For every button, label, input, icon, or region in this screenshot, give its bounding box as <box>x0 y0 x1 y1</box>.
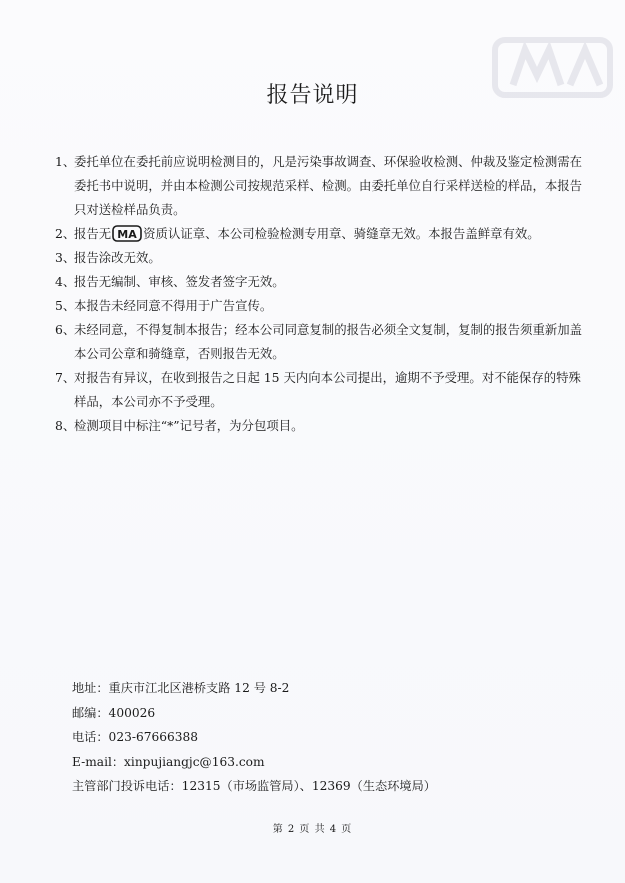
list-item <box>55 150 585 222</box>
postcode-line: 邮编：400026 <box>72 705 156 720</box>
address-line: 地址：重庆市江北区港桥支路 12 号 8-2 <box>72 681 290 695</box>
cma-seal-label: MA <box>117 228 137 241</box>
contact-info <box>72 676 572 799</box>
item-text: 报告涂改无效。 <box>74 250 161 265</box>
item-text-before: 报告无 <box>74 226 112 241</box>
list-item <box>55 414 585 438</box>
cma-seal-icon <box>112 225 142 242</box>
phone-line: 电话：023-67666388 <box>72 730 198 744</box>
item-number: 5、 <box>55 298 76 313</box>
list-item <box>55 318 585 366</box>
item-number: 6、 <box>55 322 76 337</box>
item-text: 检测项目中标注“*”记号者，为分包项目。 <box>74 418 304 433</box>
page-number: 第 2 页 共 4 页 <box>272 824 353 835</box>
notes-list <box>55 150 585 438</box>
page-title: 报告说明 <box>266 83 359 108</box>
item-text: 报告无编制、审核、签发者签字无效。 <box>74 274 285 289</box>
item-number: 7、 <box>55 370 76 385</box>
item-number: 2、 <box>55 226 76 241</box>
item-text: 委托单位在委托前应说明检测目的，凡是污染事故调查、环保验收检测、仲裁及鉴定检测需在委托书中说明，并由本检测公司按规范采样、检测。由委托单位自行采样送检的样品，本报告只对送检样品负责。 <box>74 154 583 217</box>
complaint-phone-line: 主管部门投诉电话：12315（市场监管局）、12369（生态环境局） <box>72 779 436 793</box>
list-item <box>55 246 585 270</box>
item-text <box>74 222 585 246</box>
item-number: 1、 <box>55 154 76 169</box>
item-number: 8、 <box>55 418 76 433</box>
item-number: 4、 <box>55 274 76 289</box>
list-item <box>55 294 585 318</box>
item-text: 本报告未经同意不得用于广告宣传。 <box>74 298 273 313</box>
item-text-after: 资质认证章、本公司检验检测专用章、骑缝章无效。本报告盖鲜章有效。 <box>143 226 540 241</box>
list-item <box>55 366 585 414</box>
item-number: 3、 <box>55 250 76 265</box>
item-text: 对报告有异议，在收到报告之日起 15 天内向本公司提出，逾期不予受理。对不能保存的特殊样品，本公司亦不予受理。 <box>74 370 581 409</box>
list-item <box>55 270 585 294</box>
item-text: 未经同意，不得复制本报告；经本公司同意复制的报告必须全文复制，复制的报告须重新加盖本公司公章和骑缝章，否则报告无效。 <box>74 322 583 361</box>
list-item <box>55 222 585 246</box>
email-line: E-mail：xinpujiangjc@163.com <box>72 754 265 769</box>
